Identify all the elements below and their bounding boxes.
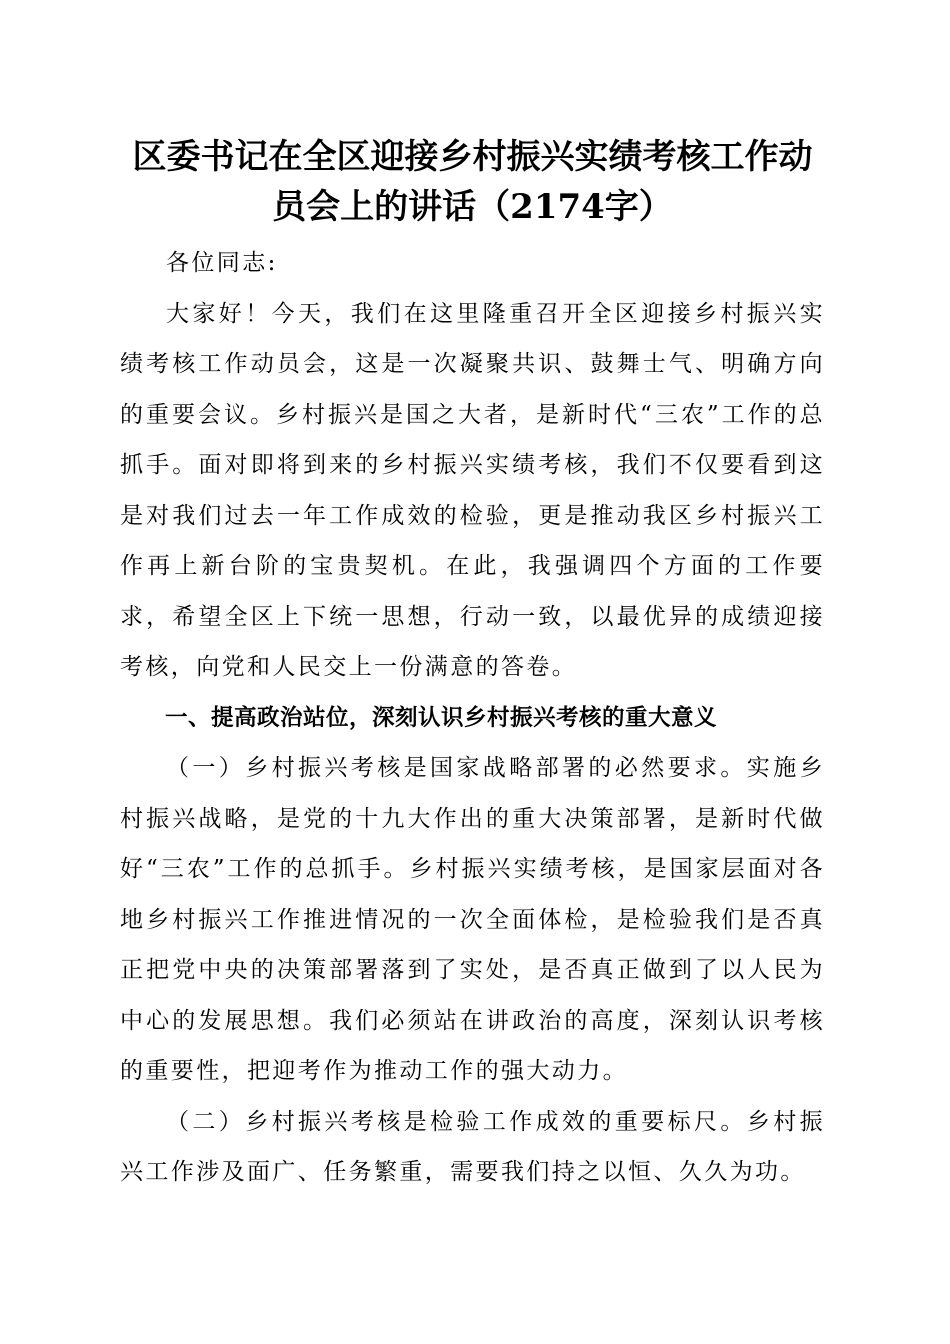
document-title [120, 132, 825, 232]
point-1-body: 实施乡村振兴战略，是党的十九大作出的重大决策部署，是新时代做好“三农”工作的总抓手。乡村振兴实绩考核，是国家层面对各地乡村振兴工作推进情况的一次全面体检，是检验我们是否真正把党中央的决策部署落到了实处，是否真正做到了以人民为中心的发展思想。我们必须站在讲政治的高度，深刻认识考核的重要性，把迎考作为推动工作的强大动力。 [120, 755, 825, 1084]
title-line-2: 员会上的讲话（2174字） [272, 187, 673, 227]
point-2-body: 乡村振兴工作涉及面广、任务繁重，需要我们持之以恒、久久为功。 [120, 1108, 825, 1185]
intro-paragraph: 大家好！今天，我们在这里隆重召开全区迎接乡村振兴实绩考核工作动员会，这是一次凝聚共识、鼓舞士气、明确方向的重要会议。乡村振兴是国之大者，是新时代“三农”工作的总抓手。面对即将到来的乡村振兴实绩考核，我们不仅要看到这是对我们过去一年工作成效的检验，更是推动我区乡村振兴工作再上新台阶的宝贵契机。在此，我强调四个方面的工作要求，希望全区上下统一思想，行动一致，以最优异的成绩迎接考核，向党和人民交上一份满意的答卷。 [120, 300, 825, 680]
point-1-paragraph [120, 743, 825, 1097]
section-heading-1: 一、提高政治站位，深刻认识乡村振兴考核的重大意义 [165, 704, 718, 731]
salutation: 各位同志: [166, 250, 278, 276]
document-page [120, 132, 825, 1198]
title-line-1: 区委书记在全区迎接乡村振兴实绩考核工作动 [132, 137, 813, 177]
point-2-paragraph [120, 1097, 825, 1198]
point-2-lead: （二）乡村振兴考核是检验工作成效的重要标尺。 [166, 1108, 747, 1135]
point-1-lead: （一）乡村振兴考核是国家战略部署的必然要求。 [166, 755, 747, 781]
